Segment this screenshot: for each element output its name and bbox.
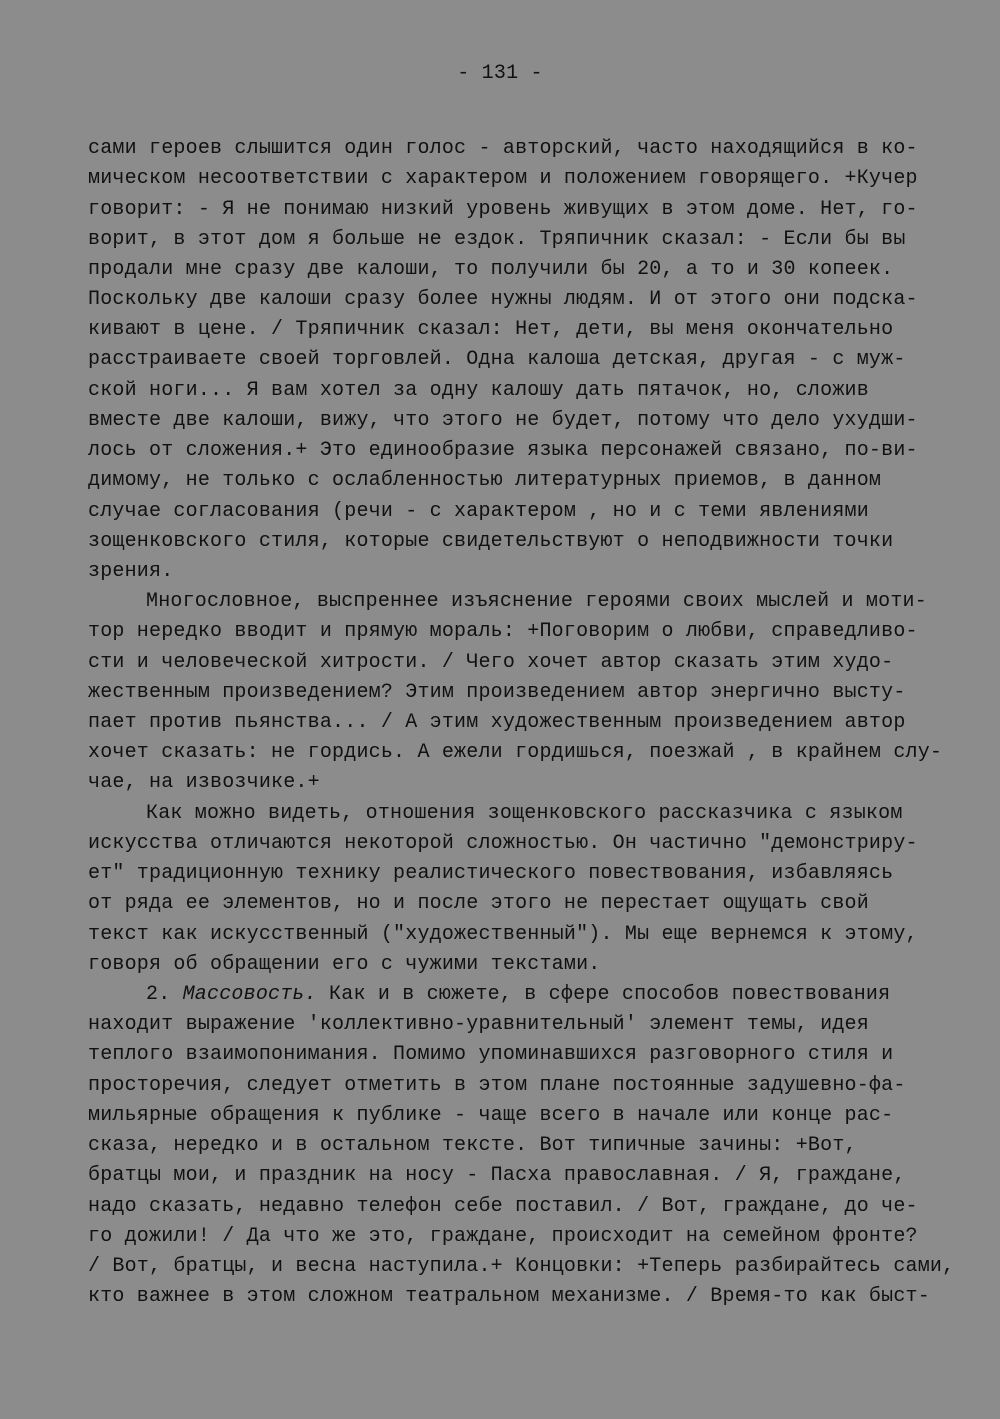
section-heading-line — [146, 980, 890, 1010]
paragraph-first-line: Как можно видеть, отношения зощенковского рассказчика с языком — [146, 802, 903, 825]
text-line: хочет сказать: не гордись. А ежели гордишься, поезжай , в крайнем слу- — [88, 741, 943, 764]
text-line: находит выражение 'коллективно-уравнительный' элемент темы, идея — [88, 1013, 869, 1036]
text-line: чае, на извозчике.+ — [88, 771, 320, 794]
text-line: Поскольку две калоши сразу более нужны людям. И от этого они подска- — [88, 288, 918, 311]
text-line: теплого взаимопонимания. Помимо упоминавшихся разговорного стиля и — [88, 1043, 894, 1066]
text-line: мильярные обращения к публике - чаще всего в начале или конце рас- — [88, 1104, 894, 1127]
text-line: продали мне сразу две калоши, то получили бы 20, а то и 30 копеек. — [88, 258, 894, 281]
text-line: сами героев слышится один голос - авторский, часто находящийся в ко- — [88, 137, 918, 160]
paragraph-first-line: Многословное, выспреннее изъяснение героями своих мыслей и моти- — [146, 590, 927, 613]
section-title: Массовость. — [182, 983, 317, 1006]
text-line: братцы мои, и праздник на носу - Пасха православная. / Я, граждане, — [88, 1164, 906, 1187]
text-line: вместе две калоши, вижу, что этого не будет, потому что дело ухудши- — [88, 409, 918, 432]
text-line: кто важнее в этом сложном театральном механизме. / Время-то как быст- — [88, 1285, 930, 1308]
text-line: го дожили! / Да что же это, граждане, происходит на семейном фронте? — [88, 1225, 918, 1248]
text-line: ет" традиционную технику реалистического повествования, избавляясь — [88, 862, 894, 885]
text-line: ской ноги... Я вам хотел за одну калошу дать пятачок, но, сложив — [88, 379, 869, 402]
text-line: мическом несоответствии с характером и положением говорящего. +Кучер — [88, 167, 918, 190]
text-line: говорит: - Я не понимаю низкий уровень живущих в этом доме. Нет, го- — [88, 198, 918, 221]
text-line: текст как искусственный ("художественный"). Мы еще вернемся к этому, — [88, 923, 918, 946]
text-line: тор нередко вводит и прямую мораль: +Поговорим о любви, справедливо- — [88, 620, 918, 643]
text-line: жественным произведением? Этим произведением автор энергично высту- — [88, 681, 906, 704]
text-line: просторечия, следует отметить в этом плане постоянные задушевно-фа- — [88, 1074, 906, 1097]
page-number: - 131 - — [457, 62, 543, 85]
text-line: случае согласования (речи - с характером , но и с теми явлениями — [88, 500, 869, 523]
text-line: зрения. — [88, 560, 174, 583]
text-line: расстраиваете своей торговлей. Одна калоша детская, другая - с муж- — [88, 348, 906, 371]
text-line: от ряда ее элементов, но и после этого не перестает ощущать свой — [88, 892, 869, 915]
text-line: димому, не только с ослабленностью литературных приемов, в данном — [88, 469, 882, 492]
text-line: кивают в цене. / Тряпичник сказал: Нет, дети, вы меня окончательно — [88, 318, 894, 341]
section-text: Как и в сюжете, в сфере способов повествования — [316, 983, 891, 1006]
text-line: искусства отличаются некоторой сложностью. Он частично "демонстриру- — [88, 832, 918, 855]
text-line: сти и человеческой хитрости. / Чего хочет автор сказать этим худо- — [88, 651, 894, 674]
text-line: / Вот, братцы, и весна наступила.+ Концовки: +Теперь разбирайтесь сами, — [88, 1255, 955, 1278]
text-line: сказа, нередко и в остальном тексте. Вот типичные зачины: +Вот, — [88, 1134, 857, 1157]
text-line: надо сказать, недавно телефон себе поставил. / Вот, граждане, до че- — [88, 1195, 918, 1218]
section-number: 2. — [146, 983, 171, 1006]
text-line: лось от сложения.+ Это единообразие языка персонажей связано, по-ви- — [88, 439, 918, 462]
text-line: ворит, в этот дом я больше не ездок. Тряпичник сказал: - Если бы вы — [88, 228, 906, 251]
text-line: зощенковского стиля, которые свидетельствуют о неподвижности точки — [88, 530, 894, 553]
text-line: говоря об обращении его с чужими текстами. — [88, 953, 601, 976]
text-line: пает против пьянства... / А этим художественным произведением автор — [88, 711, 906, 734]
